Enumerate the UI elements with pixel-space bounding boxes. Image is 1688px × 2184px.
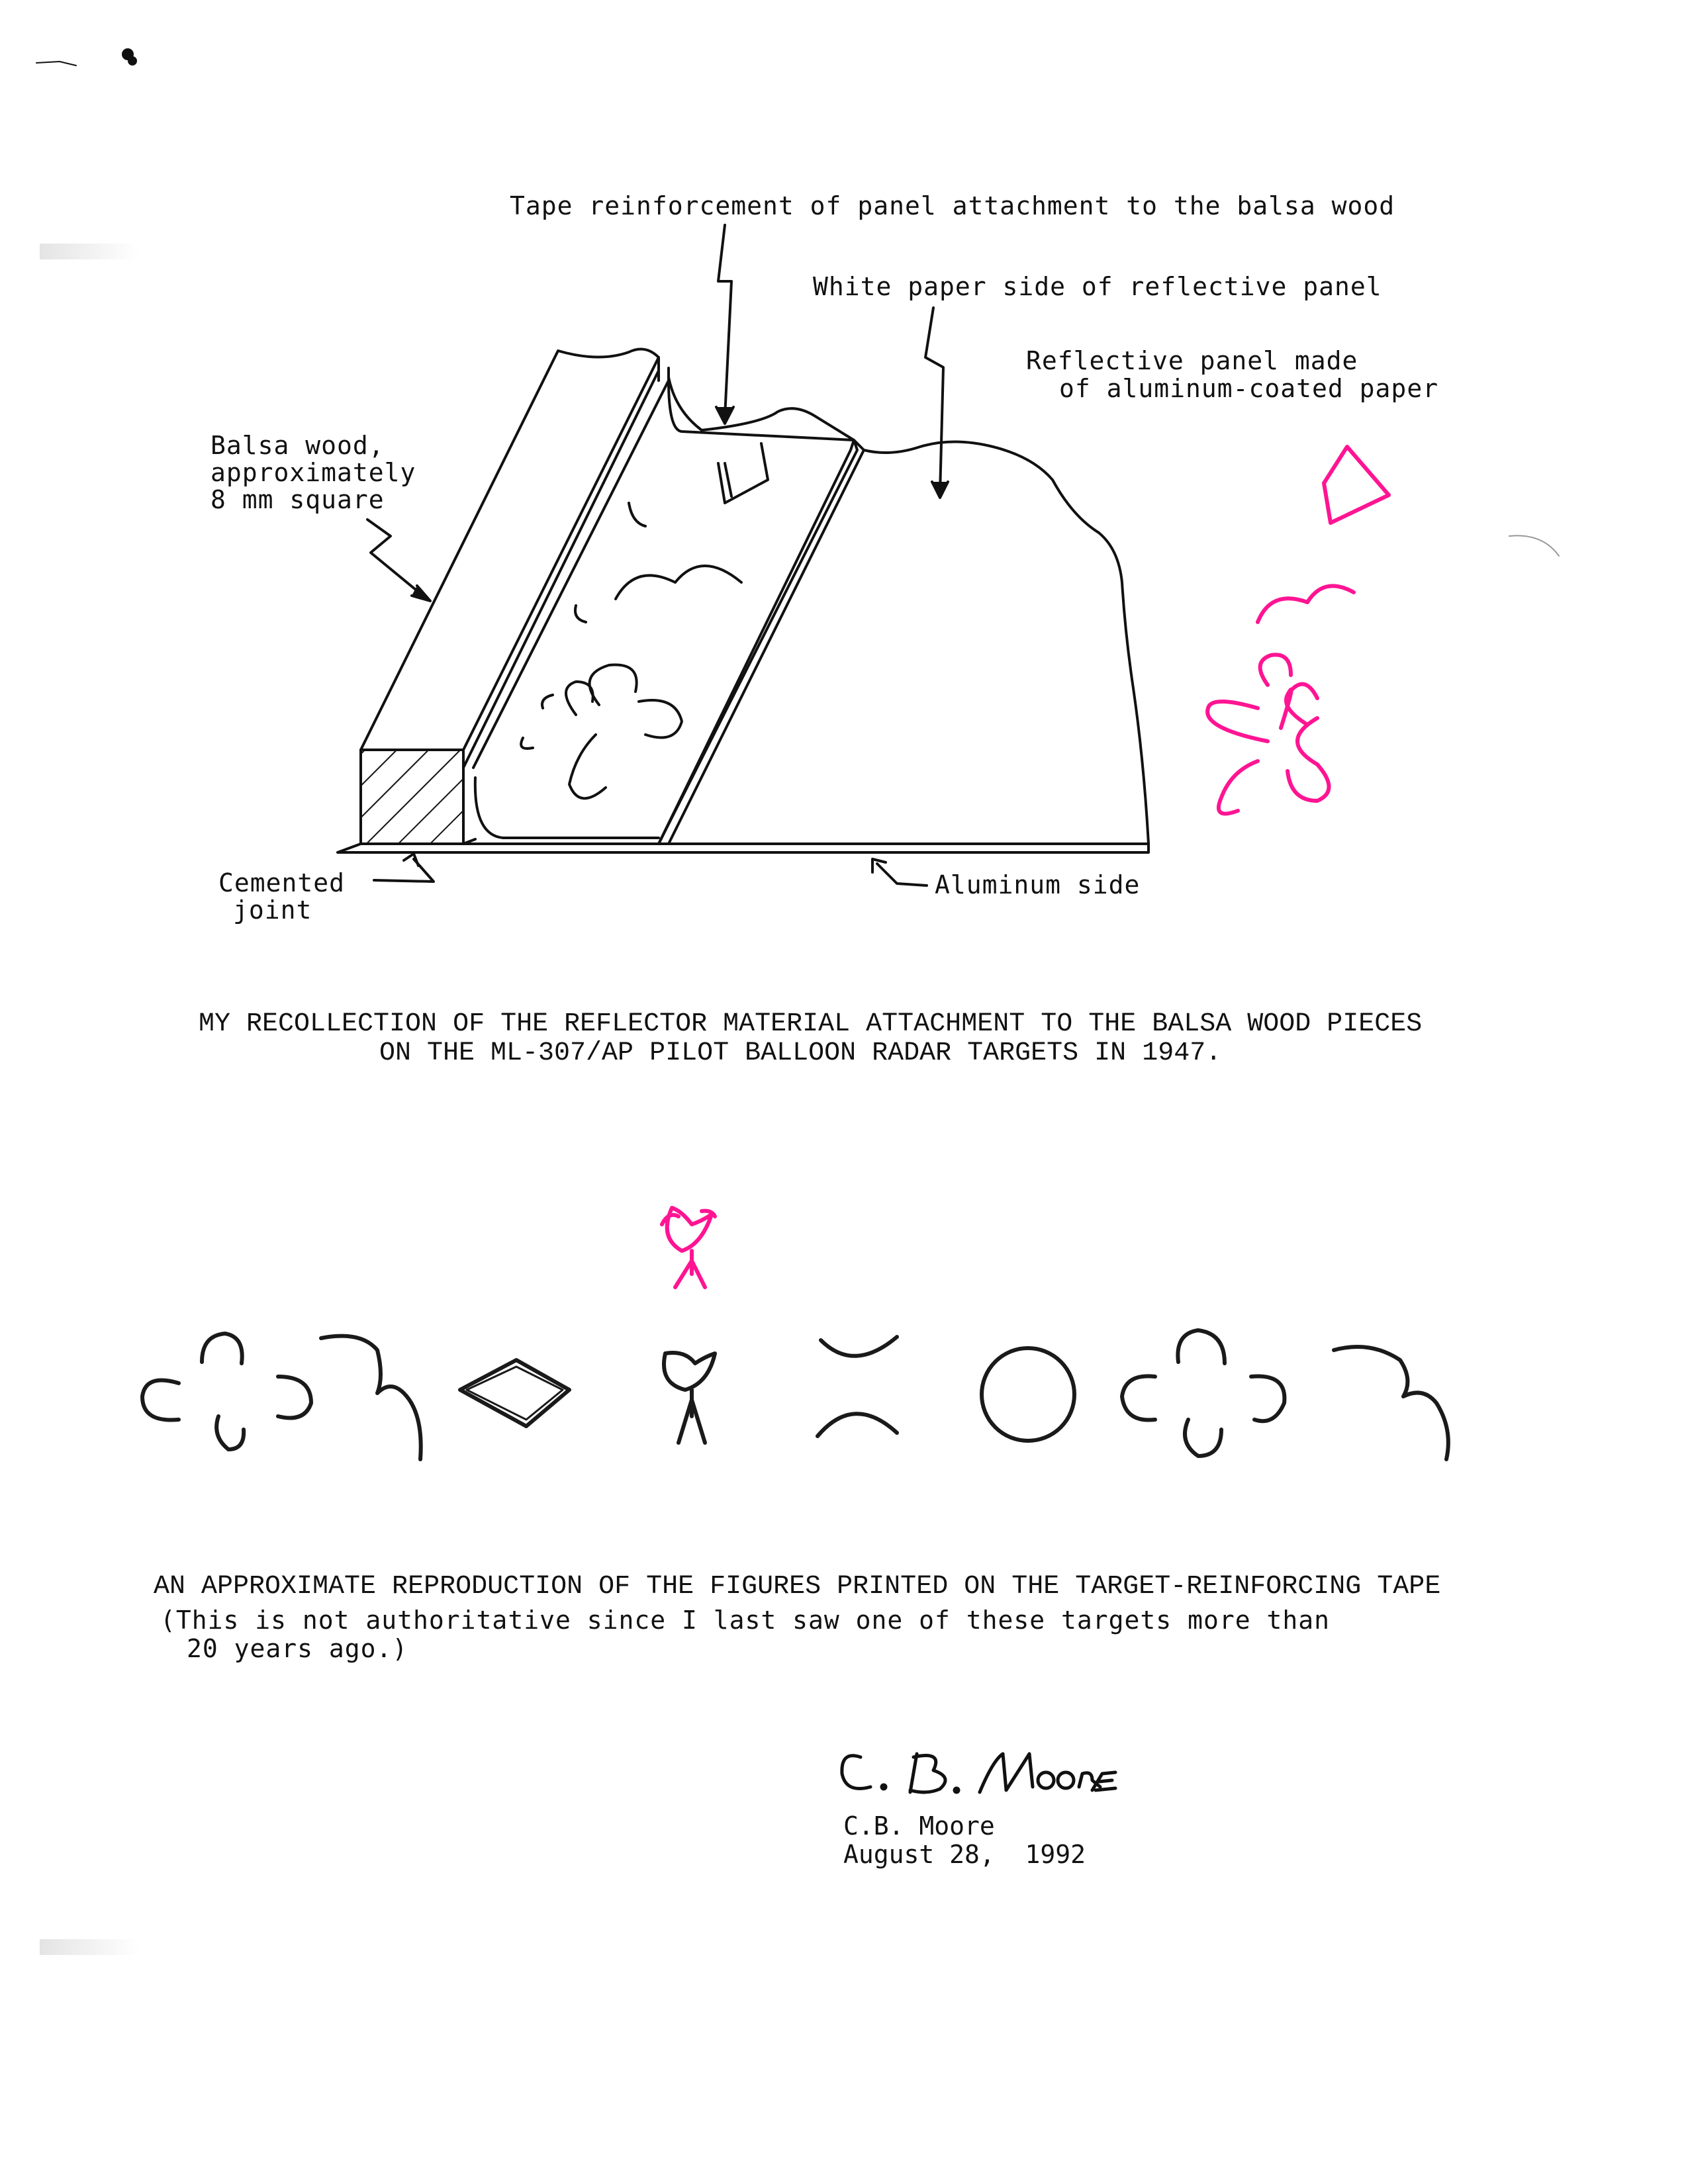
diagram-caption-line2: ON THE ML-307/AP PILOT BALLOON RADAR TARGETS IN 1947. xyxy=(379,1038,1222,1068)
tape-figures-row xyxy=(142,1330,1448,1459)
signature-name: C.B. Moore xyxy=(843,1811,995,1841)
tape-reinforcement-label: Tape reinforcement of panel attachment to the balsa wood xyxy=(510,191,1395,220)
cemented-leader-line xyxy=(374,859,434,882)
magenta-flower-icon xyxy=(1207,684,1329,814)
magenta-annotations xyxy=(662,447,1389,1287)
crescent-figure-icon xyxy=(1334,1347,1448,1459)
aluminum-side-label: Aluminum side xyxy=(935,870,1141,899)
white-paper-label: White paper side of reflective panel xyxy=(813,272,1382,301)
circle-figure-icon xyxy=(982,1348,1074,1441)
magenta-crescent-icon xyxy=(1258,586,1354,622)
aluminum-leader-line xyxy=(877,864,927,886)
diamond-figure-icon xyxy=(460,1360,569,1426)
tape-figures-caption-line2: (This is not authoritative since I last saw one of these targets more than xyxy=(160,1606,1330,1635)
crescent-figure-icon xyxy=(321,1336,421,1459)
white-paper-leader-line xyxy=(925,308,943,493)
reflective-panel-label-line2: of aluminum-coated paper xyxy=(1059,374,1439,403)
handwritten-signature xyxy=(842,1754,1115,1792)
reflective-panel xyxy=(659,440,1149,844)
balsa-wood-label-line2: approximately xyxy=(211,458,416,487)
flower-figure-icon xyxy=(142,1334,311,1449)
flower-figure-icon xyxy=(1122,1330,1284,1456)
reflective-panel-label-line1: Reflective panel made xyxy=(1026,346,1358,375)
diagram-caption-line1: MY RECOLLECTION OF THE REFLECTOR MATERIAL ATTACHMENT TO THE BALSA WOOD PIECES xyxy=(199,1009,1423,1039)
balsa-cross-section xyxy=(361,750,463,844)
balsa-wood-label-line1: Balsa wood, xyxy=(211,431,385,460)
tape-leader-line xyxy=(718,225,731,417)
tape-reinforcement-strip xyxy=(659,381,857,844)
cemented-joint-label-line2: joint xyxy=(233,895,312,925)
balsa-wood-label-line3: 8 mm square xyxy=(211,485,385,514)
cemented-joint-label-line1: Cemented xyxy=(218,868,346,897)
signature-date: August 28, 1992 xyxy=(843,1840,1086,1869)
magenta-tulip-figure-icon xyxy=(667,1208,712,1287)
tape-figures-caption-line1: AN APPROXIMATE REPRODUCTION OF THE FIGURES PRINTED ON THE TARGET-REINFORCING TAPE xyxy=(154,1572,1441,1602)
arcs-figure-icon xyxy=(818,1337,897,1436)
tulip-figure-icon xyxy=(664,1353,715,1443)
balsa-top-face xyxy=(361,349,659,751)
magenta-diamond-icon xyxy=(1324,447,1389,523)
tape-figures-caption-line3: 20 years ago.) xyxy=(187,1634,408,1663)
